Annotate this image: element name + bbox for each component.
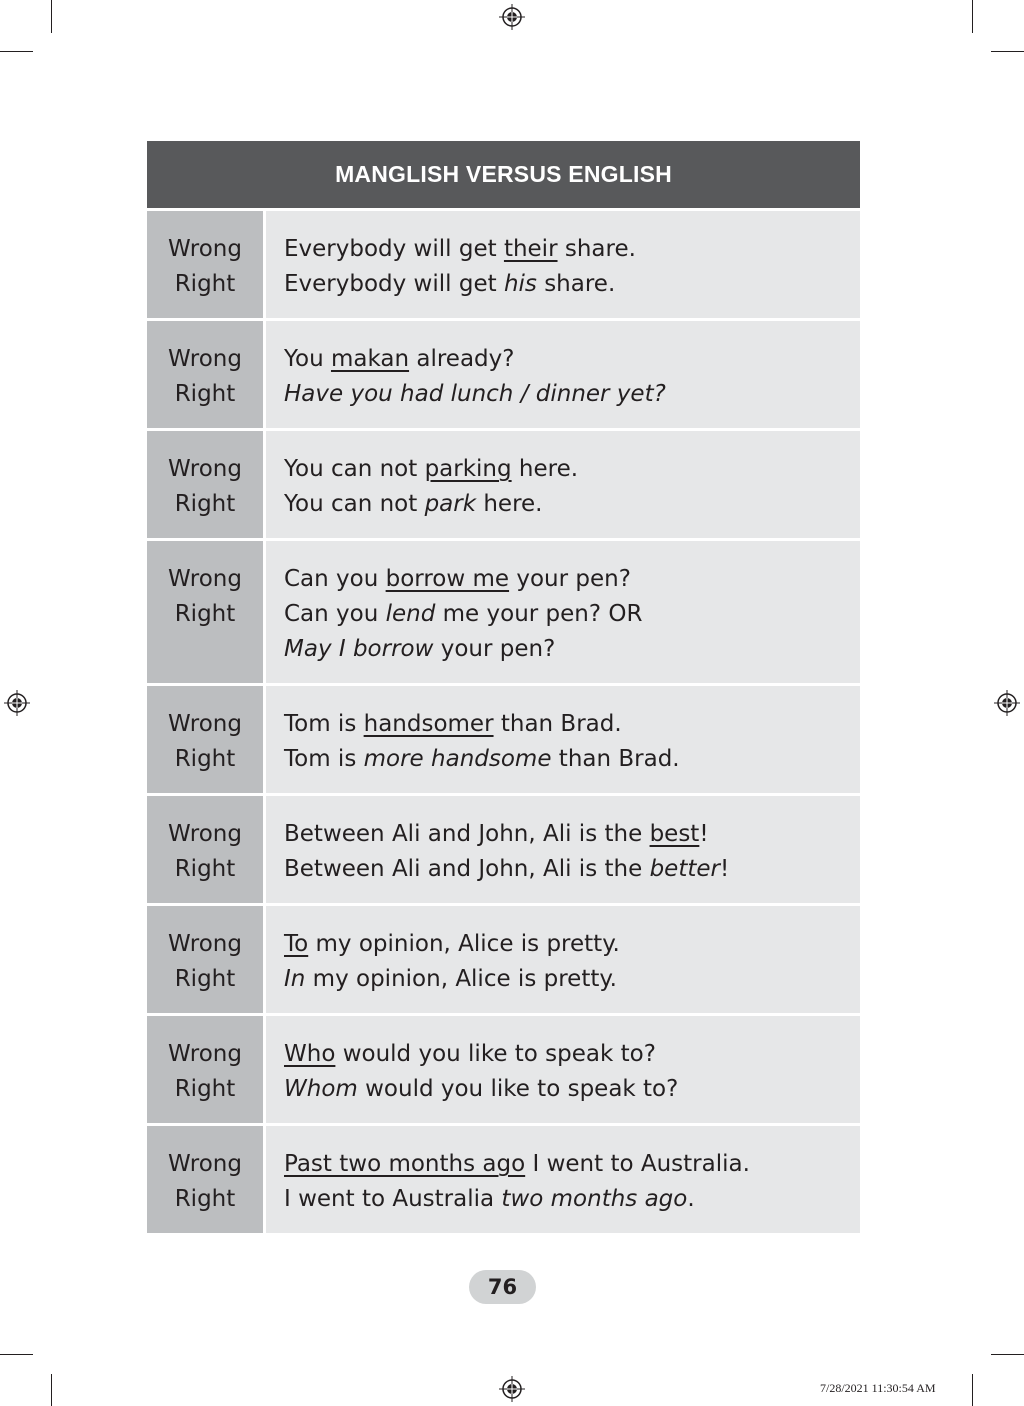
crop-mark: [991, 1354, 1024, 1355]
wrong-sentence: [284, 707, 860, 742]
sentence-cell: [266, 541, 860, 683]
right-sentence: [284, 632, 860, 667]
right-label: Right: [174, 1076, 236, 1102]
sentence-text: You can not: [284, 456, 425, 482]
right-label: Right: [174, 1186, 236, 1212]
wrong-sentence: [284, 817, 860, 852]
correction-phrase: lend: [385, 601, 436, 627]
error-phrase: best: [649, 821, 700, 847]
table-row: [147, 686, 860, 793]
sentence-text: here.: [511, 456, 579, 482]
correction-phrase: Whom: [284, 1076, 358, 1102]
sentence-text: Can you: [284, 566, 386, 592]
sentence-text: share.: [557, 236, 636, 262]
right-label: Right: [174, 491, 236, 517]
right-sentence: [284, 377, 860, 412]
sentence-text: Tom is: [284, 746, 364, 772]
correction-phrase: two months ago: [501, 1186, 688, 1212]
sentence-text: Everybody will get: [284, 236, 504, 262]
correction-phrase: Have you had lunch / dinner yet?: [284, 381, 666, 407]
right-label: Right: [174, 271, 236, 297]
sentence-text: would you like to speak to?: [335, 1041, 656, 1067]
sentence-text: than Brad.: [551, 746, 680, 772]
crop-mark: [0, 1354, 33, 1355]
right-sentence: [284, 742, 860, 777]
correction-phrase: May I borrow: [284, 636, 434, 662]
sentence-text: my opinion, Alice is pretty.: [305, 966, 617, 992]
sentence-cell: [266, 796, 860, 903]
correction-phrase: more handsome: [363, 746, 552, 772]
error-phrase: handsomer: [363, 711, 494, 737]
wrong-sentence: [284, 562, 860, 597]
sentence-cell: [266, 431, 860, 538]
crop-mark: [51, 0, 52, 33]
crop-mark: [972, 0, 973, 33]
registration-mark-icon: [499, 1376, 525, 1402]
sentence-text: me your pen? OR: [435, 601, 643, 627]
sentence-text: Can you: [284, 601, 386, 627]
right-label: Right: [174, 601, 236, 627]
table-row: [147, 906, 860, 1013]
wrong-label: Wrong: [168, 931, 242, 957]
correction-phrase: his: [503, 271, 537, 297]
sentence-text: You can not: [284, 491, 425, 517]
crop-mark: [991, 51, 1024, 52]
sentence-text: Between Ali and John, Ali is the: [284, 856, 650, 882]
right-sentence: [284, 852, 860, 887]
wrong-sentence: [284, 1147, 860, 1182]
page-number: 76: [469, 1270, 536, 1304]
sentence-text: Tom is: [284, 711, 364, 737]
wrong-label: Wrong: [168, 1041, 242, 1067]
label-cell: [147, 906, 263, 1013]
right-sentence: [284, 1182, 860, 1217]
wrong-label: Wrong: [168, 821, 242, 847]
sentence-cell: [266, 321, 860, 428]
print-timestamp: 7/28/2021 11:30:54 AM: [820, 1381, 936, 1395]
table-body: [147, 211, 860, 1233]
table-row: [147, 796, 860, 903]
right-label: Right: [174, 746, 236, 772]
wrong-label: Wrong: [168, 566, 242, 592]
label-cell: [147, 686, 263, 793]
right-sentence: [284, 1072, 860, 1107]
table-row: [147, 431, 860, 538]
crop-mark: [51, 1374, 52, 1406]
sentence-text: Everybody will get: [284, 271, 504, 297]
wrong-label: Wrong: [168, 1151, 242, 1177]
sentence-text: your pen?: [509, 566, 631, 592]
sentence-text: .: [687, 1186, 695, 1212]
sentence-text: here.: [476, 491, 543, 517]
sentence-text: !: [699, 821, 709, 847]
label-cell: [147, 541, 263, 683]
table-row: [147, 541, 860, 683]
correction-phrase: In: [284, 966, 306, 992]
right-sentence: [284, 487, 860, 522]
right-sentence: [284, 962, 860, 997]
sentence-text: already?: [409, 346, 515, 372]
right-label: Right: [174, 966, 236, 992]
wrong-label: Wrong: [168, 711, 242, 737]
error-phrase: their: [503, 236, 558, 262]
sentence-cell: [266, 211, 860, 318]
sentence-cell: [266, 906, 860, 1013]
label-cell: [147, 1126, 263, 1233]
sentence-text: I went to Australia: [284, 1186, 502, 1212]
label-cell: [147, 796, 263, 903]
right-sentence: [284, 597, 860, 632]
label-cell: [147, 431, 263, 538]
label-cell: [147, 1016, 263, 1123]
wrong-sentence: [284, 927, 860, 962]
table-row: [147, 1016, 860, 1123]
error-phrase: To: [284, 931, 309, 957]
error-phrase: Past two months ago: [284, 1151, 526, 1177]
wrong-label: Wrong: [168, 346, 242, 372]
error-phrase: Who: [284, 1041, 336, 1067]
right-label: Right: [174, 856, 236, 882]
table-row: [147, 321, 860, 428]
error-phrase: borrow me: [385, 566, 510, 592]
sentence-text: !: [719, 856, 730, 882]
sentence-text: your pen?: [433, 636, 556, 662]
table-row: [147, 211, 860, 318]
sentence-text: my opinion, Alice is pretty.: [308, 931, 620, 957]
correction-phrase: park: [424, 491, 477, 517]
wrong-sentence: [284, 232, 860, 267]
crop-mark: [972, 1374, 973, 1406]
registration-mark-icon: [499, 4, 525, 30]
wrong-label: Wrong: [168, 456, 242, 482]
registration-mark-icon: [994, 690, 1020, 716]
label-cell: [147, 321, 263, 428]
sentence-text: Between Ali and John, Ali is the: [284, 821, 650, 847]
sentence-cell: [266, 1016, 860, 1123]
sentence-text: You: [284, 346, 331, 372]
table-title: MANGLISH VERSUS ENGLISH: [147, 141, 860, 208]
sentence-cell: [266, 686, 860, 793]
wrong-sentence: [284, 1037, 860, 1072]
sentence-text: would you like to speak to?: [357, 1076, 679, 1102]
sentence-text: share.: [536, 271, 616, 297]
label-cell: [147, 211, 263, 318]
table-row: [147, 1126, 860, 1233]
error-phrase: parking: [424, 456, 512, 482]
sentence-text: I went to Australia.: [525, 1151, 750, 1177]
right-sentence: [284, 267, 860, 302]
right-label: Right: [174, 381, 236, 407]
registration-mark-icon: [4, 690, 30, 716]
correction-phrase: better: [649, 856, 720, 882]
wrong-sentence: [284, 452, 860, 487]
wrong-label: Wrong: [168, 236, 242, 262]
error-phrase: makan: [330, 346, 410, 372]
manglish-english-table: [147, 141, 860, 1236]
sentence-text: than Brad.: [493, 711, 622, 737]
crop-mark: [0, 51, 33, 52]
sentence-cell: [266, 1126, 860, 1233]
wrong-sentence: [284, 342, 860, 377]
